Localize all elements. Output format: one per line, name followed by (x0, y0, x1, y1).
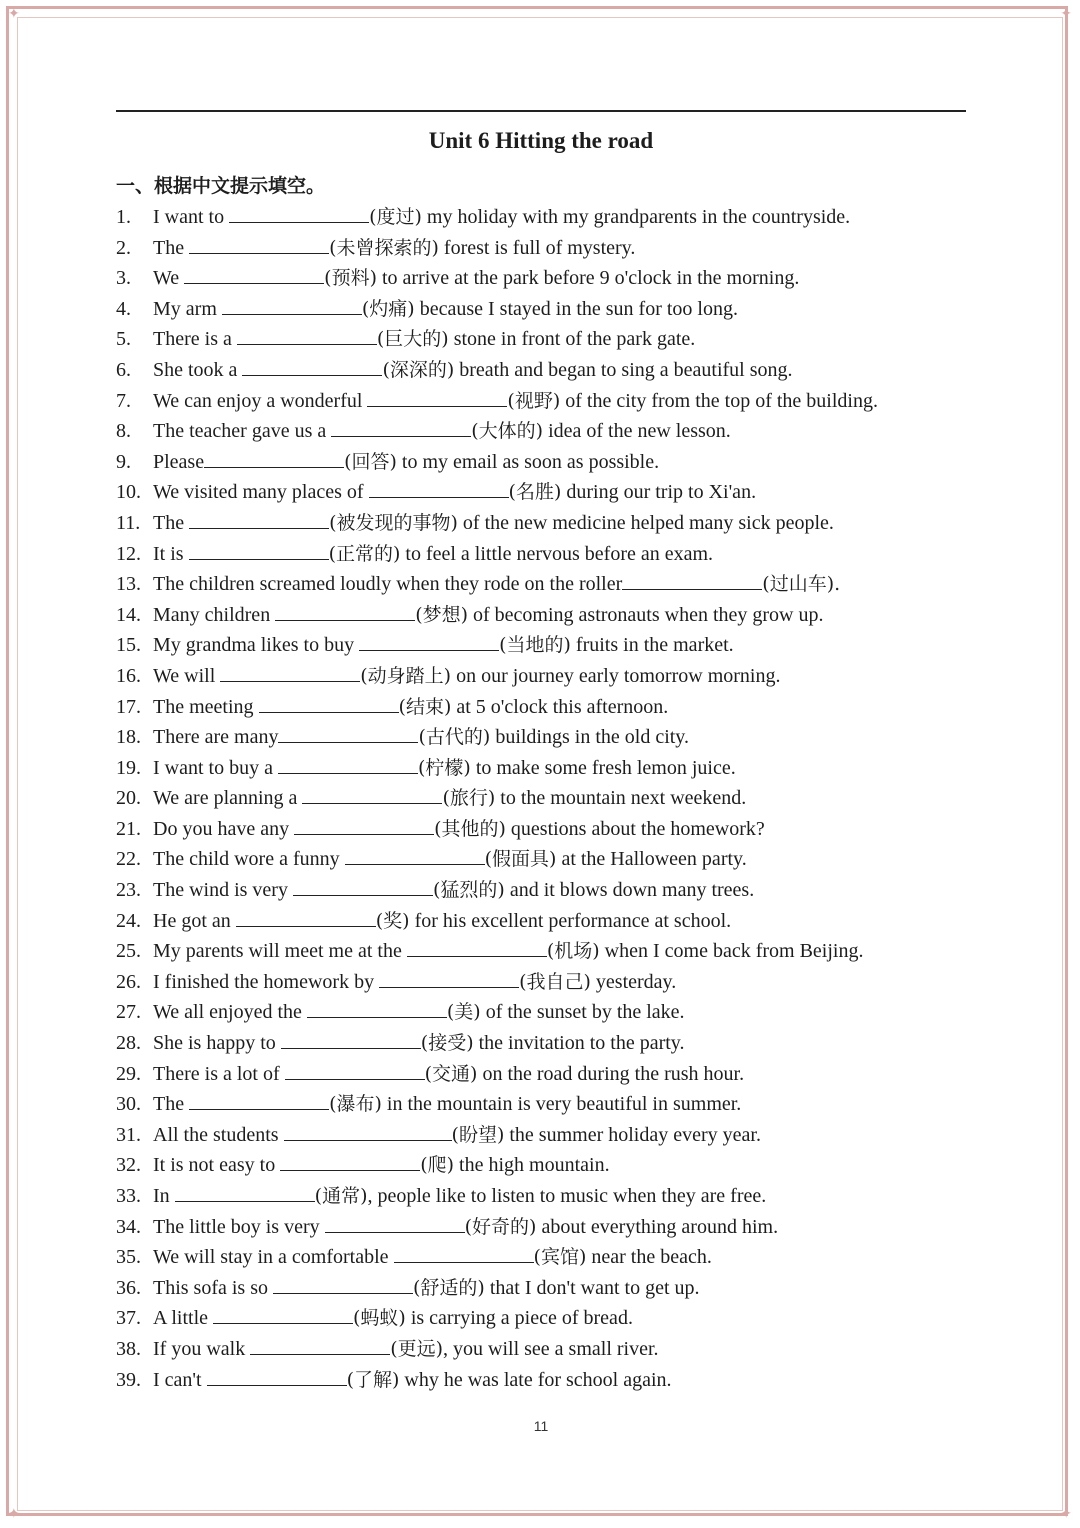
question-item (116, 294, 966, 325)
question-text-before: I can't (153, 1368, 207, 1391)
question-item (116, 1242, 966, 1273)
question-item (116, 661, 966, 692)
question-text (153, 997, 685, 1027)
question-number: 35. (116, 1246, 141, 1269)
chinese-hint: (好奇的) (464, 1215, 537, 1238)
question-text (153, 722, 689, 752)
question-number: 5. (116, 328, 131, 351)
question-text-before: We can enjoy a wonderful (153, 389, 368, 412)
answer-blank[interactable] (175, 1183, 315, 1202)
question-text-after: the high mountain. (454, 1154, 610, 1177)
question-text (153, 355, 793, 385)
question-text (153, 477, 756, 507)
answer-blank[interactable] (394, 1244, 534, 1263)
question-text-after: to arrive at the park before 9 o'clock in the morning. (376, 267, 800, 290)
chinese-hint: (假面具) (484, 848, 557, 871)
chinese-hint: (我自己) (519, 970, 591, 993)
chinese-hint: (舒适的) (413, 1276, 485, 1299)
chinese-hint: (灼痛) (361, 297, 415, 320)
chinese-hint: (通常) (314, 1185, 368, 1207)
question-number: 14. (116, 603, 141, 626)
question-text-after: on the road during the rush hour. (477, 1062, 745, 1085)
chinese-hint: (旅行) (442, 787, 496, 810)
chinese-hint: (巨大的) (376, 328, 449, 351)
answer-blank[interactable] (189, 510, 329, 529)
question-text-before: Many children (153, 603, 276, 626)
question-text (153, 1212, 778, 1242)
question-text-before: It is (153, 542, 189, 565)
question-text-before: We will stay in a comfortable (153, 1246, 394, 1269)
question-item (116, 844, 966, 875)
chinese-hint: (爬) (420, 1154, 455, 1177)
question-number: 38. (116, 1337, 141, 1360)
chinese-hint: (更远) (390, 1337, 444, 1360)
question-number: 22. (116, 848, 141, 871)
question-text-before: There is a (153, 328, 237, 351)
chinese-hint: (未曾探索的) (329, 236, 439, 259)
question-text-after: for his excellent performance at school. (409, 909, 732, 932)
question-text-after: of the city from the top of the building. (560, 389, 878, 412)
chinese-hint: (回答) (344, 450, 397, 473)
answer-blank[interactable] (278, 724, 418, 743)
chinese-hint: (其他的) (434, 817, 506, 840)
question-text (153, 508, 834, 538)
chinese-hint: (宾馆) (533, 1246, 587, 1269)
answer-blank[interactable] (307, 999, 447, 1018)
question-text-after: my holiday with my grandparents in the countryside. (421, 206, 851, 228)
question-number: 26. (116, 970, 141, 993)
question-item (116, 324, 966, 355)
question-text-after: of becoming astronauts when they grow up. (468, 603, 824, 626)
question-text (153, 416, 731, 446)
question-number: 11. (116, 511, 141, 534)
question-text-after: breath and began to sing a beautiful song. (454, 358, 793, 381)
question-item (116, 386, 966, 417)
question-number: 34. (116, 1215, 141, 1238)
question-text-after: forest is full of mystery. (438, 236, 636, 259)
question-text (153, 1242, 712, 1272)
question-text (153, 1059, 744, 1089)
question-text-before: Do you have any (153, 817, 295, 840)
question-text (153, 936, 863, 966)
question-item (116, 1212, 966, 1243)
question-number: 8. (116, 420, 131, 443)
question-number: 39. (116, 1368, 141, 1391)
question-text-before: I want to (153, 206, 230, 228)
question-item (116, 600, 966, 631)
answer-blank[interactable] (250, 1336, 390, 1355)
question-number: 23. (116, 879, 141, 902)
chinese-hint: (了解) (346, 1368, 400, 1391)
answer-blank[interactable] (273, 1275, 413, 1294)
question-text-after: near the beach. (586, 1246, 712, 1269)
question-number: 37. (116, 1307, 141, 1330)
question-number: 21. (116, 817, 141, 840)
question-number: 29. (116, 1062, 141, 1085)
question-number: 28. (116, 1032, 141, 1055)
question-text (153, 1120, 761, 1150)
question-text-after: at the Halloween party. (556, 848, 747, 871)
answer-blank[interactable] (184, 265, 324, 284)
question-text-before: The (153, 236, 190, 259)
question-text-after: to my email as soon as possible. (396, 450, 660, 473)
question-item (116, 539, 966, 570)
question-number: 6. (116, 358, 131, 381)
chinese-hint: (接受) (420, 1032, 474, 1055)
question-text-before: All the students (153, 1123, 284, 1146)
answer-blank[interactable] (229, 204, 369, 223)
question-item (116, 1089, 966, 1120)
question-text-after: during our trip to Xi'an. (561, 481, 757, 504)
answer-blank[interactable] (359, 632, 499, 651)
answer-blank[interactable] (236, 908, 376, 927)
chinese-hint: (美) (446, 1001, 481, 1024)
question-text-after: of the sunset by the lake. (480, 1001, 685, 1024)
answer-blank[interactable] (369, 479, 509, 498)
question-text-before: My arm (153, 297, 222, 320)
question-list (116, 202, 966, 1395)
question-text-after: to make some fresh lemon juice. (470, 756, 736, 779)
question-item (116, 875, 966, 906)
chinese-hint: (度过) (369, 206, 422, 228)
question-item (116, 416, 966, 447)
chinese-hint: (大体的) (471, 420, 544, 443)
question-text-after: that I don't want to get up. (484, 1276, 700, 1299)
question-number: 12. (116, 542, 141, 565)
question-item (116, 630, 966, 661)
question-text (153, 814, 765, 844)
header-rule (116, 110, 966, 112)
question-number: 31. (116, 1123, 141, 1146)
question-number: 2. (116, 236, 131, 259)
chinese-hint: (蚂蚁) (353, 1307, 406, 1330)
chinese-hint: (被发现的事物) (329, 511, 458, 534)
question-item (116, 1334, 966, 1365)
question-item (116, 1120, 966, 1151)
answer-blank[interactable] (280, 1152, 420, 1171)
answer-blank[interactable] (294, 816, 434, 835)
question-text (153, 263, 799, 293)
question-number: 20. (116, 787, 141, 810)
question-text-before: There are many (153, 726, 279, 749)
question-item (116, 508, 966, 539)
question-text (153, 753, 736, 783)
question-text-before: In (153, 1185, 175, 1207)
question-text-after: the invitation to the party. (473, 1032, 685, 1055)
question-number: 30. (116, 1093, 141, 1116)
chinese-hint: (交通) (424, 1062, 478, 1085)
question-text (153, 202, 850, 232)
question-text-before: The teacher gave us a (153, 420, 332, 443)
question-text (153, 630, 734, 660)
question-text (153, 906, 731, 936)
question-text-before: The (153, 1093, 190, 1116)
question-text-after: about everything around him. (536, 1215, 779, 1238)
answer-blank[interactable] (275, 602, 415, 621)
question-text-before: It is not easy to (153, 1154, 281, 1177)
question-text-after: the summer holiday every year. (504, 1123, 761, 1146)
question-number: 1. (116, 206, 131, 228)
answer-blank[interactable] (222, 296, 362, 315)
page-title: Unit 6 Hitting the road (428, 128, 654, 153)
question-text (153, 1365, 672, 1395)
section-heading: 一、根据中文提示填空。 (116, 175, 326, 197)
question-item (116, 447, 966, 478)
corner-ornament-icon: ✦ (1060, 1506, 1072, 1522)
question-text-before: The wind is very (153, 879, 293, 902)
question-text-after: because I stayed in the sun for too long. (414, 297, 738, 320)
question-item (116, 692, 966, 723)
answer-blank[interactable] (189, 541, 329, 560)
question-number: 36. (116, 1276, 141, 1299)
question-item (116, 1028, 966, 1059)
chinese-hint: (视野) (507, 389, 561, 412)
question-text (153, 692, 668, 722)
question-text-after: when I come back from Beijing. (599, 940, 864, 963)
question-text (153, 386, 878, 416)
question-number: 16. (116, 664, 141, 687)
question-text-before: He got an (153, 909, 236, 932)
corner-ornament-icon: ✦ (8, 6, 20, 22)
question-number: 9. (116, 450, 131, 473)
question-text-before: We all enjoyed the (153, 1001, 307, 1024)
question-text (153, 1150, 610, 1180)
chinese-hint: (机场) (546, 940, 600, 963)
question-number: 15. (116, 634, 141, 657)
answer-blank[interactable] (345, 846, 485, 865)
question-number: 17. (116, 695, 141, 718)
question-item (116, 355, 966, 386)
question-item (116, 1181, 966, 1212)
question-text-before: This sofa is so (153, 1276, 273, 1299)
question-number: 3. (116, 267, 131, 290)
question-text (153, 661, 780, 691)
question-number: 25. (116, 940, 141, 963)
question-text (153, 324, 695, 354)
answer-blank[interactable] (284, 1122, 452, 1141)
question-text-before: If you walk (153, 1337, 251, 1360)
answer-blank[interactable] (302, 785, 442, 804)
question-text-after: buildings in the old city. (490, 726, 690, 749)
question-number: 32. (116, 1154, 141, 1177)
answer-blank[interactable] (207, 1367, 347, 1386)
question-text-after: , you will see a small river. (443, 1337, 659, 1360)
question-text-before: The child wore a funny (153, 848, 345, 871)
question-number: 18. (116, 726, 141, 749)
question-text-before: The (153, 511, 190, 534)
question-text-after: is carrying a piece of bread. (405, 1307, 633, 1330)
question-text-before: She is happy to (153, 1032, 281, 1055)
question-item (116, 814, 966, 845)
question-text-before: We are planning a (153, 787, 303, 810)
question-text-before: A little (153, 1307, 213, 1330)
question-text (153, 967, 676, 997)
chinese-hint: (预料) (324, 267, 377, 290)
chinese-hint: (盼望) (451, 1123, 505, 1146)
question-item (116, 753, 966, 784)
answer-blank[interactable] (325, 1214, 465, 1233)
question-text (153, 783, 746, 813)
question-text (153, 294, 738, 324)
question-text-after: and it blows down many trees. (504, 879, 755, 902)
question-text (153, 1028, 685, 1058)
question-text-after: why he was late for school again. (399, 1368, 672, 1391)
question-item (116, 263, 966, 294)
question-item (116, 1365, 966, 1396)
question-item (116, 783, 966, 814)
answer-blank[interactable] (331, 418, 471, 437)
answer-blank[interactable] (189, 1091, 329, 1110)
question-text (153, 844, 747, 874)
question-text-after: , people like to listen to music when they are free. (367, 1185, 767, 1207)
answer-blank[interactable] (293, 877, 433, 896)
question-item (116, 1150, 966, 1181)
chinese-hint: (深深的) (382, 358, 455, 381)
chinese-hint: (古代的) (418, 726, 491, 749)
question-text-after: questions about the homework? (505, 817, 765, 840)
question-text-before: She took a (153, 358, 243, 381)
question-text (153, 1273, 700, 1303)
question-text-after: of the new medicine helped many sick people. (457, 511, 834, 534)
question-text-before: There is a lot of (153, 1062, 285, 1085)
question-number: 7. (116, 389, 131, 412)
question-text (153, 1089, 741, 1119)
question-item (116, 477, 966, 508)
question-text-before: We visited many places of (153, 481, 369, 504)
question-text-before: My parents will meet me at the (153, 940, 407, 963)
question-text-after: yesterday. (590, 970, 677, 993)
answer-blank[interactable] (379, 969, 519, 988)
question-number: 10. (116, 481, 141, 504)
answer-blank[interactable] (242, 357, 382, 376)
chinese-hint: (瀑布) (329, 1093, 382, 1116)
question-text (153, 600, 824, 630)
question-text-after: idea of the new lesson. (543, 420, 731, 443)
question-number: 27. (116, 1001, 141, 1024)
answer-blank[interactable] (622, 571, 762, 590)
question-text (153, 1181, 766, 1211)
answer-blank[interactable] (407, 938, 547, 957)
corner-ornament-icon: ✦ (8, 1506, 20, 1522)
chinese-hint: (当地的) (499, 634, 571, 657)
answer-blank[interactable] (213, 1305, 353, 1324)
question-text (153, 1303, 633, 1333)
chinese-hint: (柠檬) (417, 756, 471, 779)
question-item (116, 936, 966, 967)
question-text-after: to the mountain next weekend. (495, 787, 747, 810)
question-text-after: stone in front of the park gate. (448, 328, 696, 351)
answer-blank[interactable] (189, 235, 329, 254)
question-text-after: fruits in the market. (570, 634, 734, 657)
question-text (153, 539, 713, 569)
answer-blank[interactable] (367, 388, 507, 407)
answer-blank[interactable] (281, 1030, 421, 1049)
question-text-before: My grandma likes to buy (153, 634, 360, 657)
chinese-hint: (名胜) (508, 481, 562, 504)
question-item (116, 569, 966, 600)
question-item (116, 967, 966, 998)
chinese-hint: (结束) (398, 695, 452, 718)
chinese-hint: (过山车). (762, 573, 841, 596)
question-text-before: The children screamed loudly when they rode on the roller (153, 573, 623, 596)
question-item (116, 1059, 966, 1090)
question-text-before: Please (153, 450, 205, 473)
question-item (116, 1273, 966, 1304)
chinese-hint: (正常的) (328, 542, 401, 565)
question-item (116, 233, 966, 264)
answer-blank[interactable] (237, 326, 377, 345)
question-item (116, 997, 966, 1028)
chinese-hint: (梦想) (415, 603, 469, 626)
question-number: 33. (116, 1185, 141, 1207)
answer-blank[interactable] (204, 449, 344, 468)
chinese-hint: (动身踏上) (360, 664, 452, 687)
question-text-before: I finished the homework by (153, 970, 380, 993)
chinese-hint: (猛烈的) (432, 879, 505, 902)
question-text (153, 447, 659, 477)
question-text-after: at 5 o'clock this afternoon. (451, 695, 669, 718)
question-item (116, 722, 966, 753)
corner-ornament-icon: ✦ (1060, 6, 1072, 22)
question-text-before: We (153, 267, 185, 290)
chinese-hint: (奖) (375, 909, 410, 932)
answer-blank[interactable] (259, 694, 399, 713)
question-text-before: The meeting (153, 695, 259, 718)
question-text-before: We will (153, 664, 221, 687)
question-text (153, 233, 635, 263)
question-item (116, 906, 966, 937)
question-text-after: in the mountain is very beautiful in summer. (381, 1093, 742, 1116)
question-text-after: on our journey early tomorrow morning. (451, 664, 781, 687)
question-text (153, 569, 840, 599)
question-text (153, 875, 754, 905)
question-number: 24. (116, 909, 141, 932)
answer-blank[interactable] (278, 755, 418, 774)
question-text (153, 1334, 659, 1364)
question-number: 4. (116, 297, 131, 320)
question-number: 19. (116, 756, 141, 779)
question-text-after: to feel a little nervous before an exam. (400, 542, 714, 565)
question-text-before: The little boy is very (153, 1215, 325, 1238)
answer-blank[interactable] (220, 663, 360, 682)
question-item (116, 1303, 966, 1334)
page-number: 11 (533, 1418, 549, 1434)
question-text-before: I want to buy a (153, 756, 278, 779)
answer-blank[interactable] (285, 1061, 425, 1080)
question-item (116, 202, 966, 233)
question-number: 13. (116, 573, 141, 596)
